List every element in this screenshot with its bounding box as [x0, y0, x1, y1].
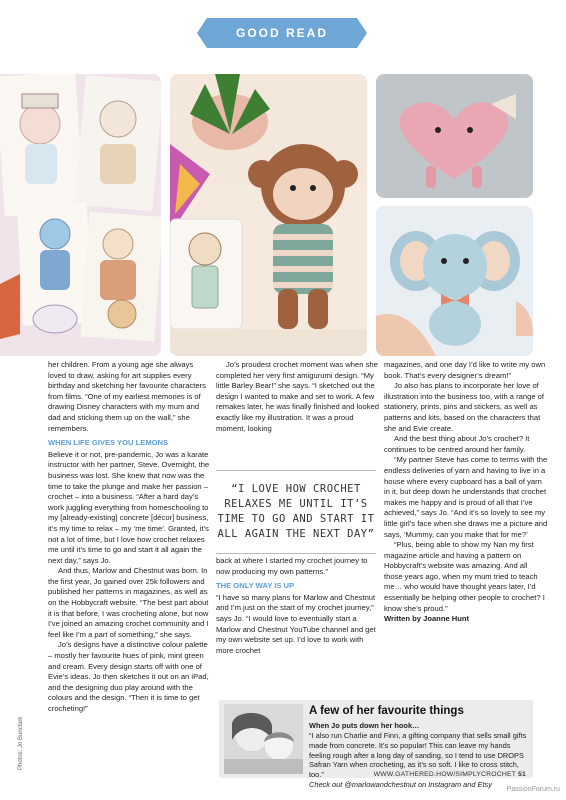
favourites-body — [309, 731, 529, 790]
pull-quote-text: “I LOVE HOW CROCHET RELAXES ME UNTIL IT’S TIME TO GO AND START IT ALL AGAIN THE NEXT DAY” — [217, 483, 375, 540]
photo-credit: Photos: Jo Bunclark — [18, 716, 24, 770]
photo-monkey-amigurumi — [170, 74, 367, 356]
paragraph: Jo’s designs have a distinctive colour palette – mostly her favourite hues of pink, mint green and cream. Every design starts off with one of Evie’s ideas. Jo then sketches it out on an iPad, and the designing duo play around with the colours and the design. “Then it is time to get crocheting!” — [48, 640, 209, 713]
photo-pink-heart-amigurumi — [376, 74, 533, 198]
paragraph: Believe it or not, pre-pandemic, Jo was a karate instructor with her partner, Steve. Overnight, the business was lost. She knew that now was the time to take the plunge and make her passion – crochet – into a business. “After a hard day’s work juggling everything from homeschooling to my [already-existing] concrete [décor] business, it’s my time to relax – my ‘me time’. Granted, it’s not a lot of time, but I love how crochet relaxes me until it’s time to go and start it all again the next day,” says Jo. — [48, 449, 210, 565]
article-column-3 — [384, 360, 548, 625]
page-number: 51 — [518, 771, 526, 778]
paragraph: her children. From a young age she always loved to draw, asking for art supplies every birthday and sketching her favourite characters from films. “One of my earliest memories is of drawing Disney characters with my mum and dad and sticking them up on the wall,” she remembers. — [48, 360, 206, 433]
footer — [374, 771, 526, 778]
watermark: PassionForum.ru — [506, 786, 560, 793]
favourites-subtitle: When Jo puts down her hook… — [309, 721, 420, 730]
pull-quote — [216, 470, 376, 554]
banner-label: GOOD READ — [235, 26, 328, 40]
author-byline: Written by Joanne Hunt — [384, 614, 470, 624]
article-column-2-bottom — [216, 556, 380, 656]
section-banner — [207, 18, 357, 48]
paragraph: Jo also has plans to incorporate her love of illustration into the business too, with a range of stationery, prints, pins and stickers, as well as patterns and kits, based on the characters that she and Evie create. — [384, 381, 544, 433]
paragraph: Jo’s proudest crochet moment was when she completed her very first amigurumi design. “My little Barley Bear!” she says. “I sketched out the design I wanted to make and set to work. A few remakes later, he was finally finished and looked exactly like my illustration. It was a proud moment, looking — [216, 360, 379, 433]
favourites-quote: “I also run Charlie and Finn, a gifting company that sells small gifts made from concrete. It’s so popular! This can leave my hands feeling rough after a long day of sanding, so I tend to use DROPS Safran Yarn when crocheting, as it’s so soft. I like to cross stitch, too.” — [309, 731, 527, 780]
footer-url: WWW.GATHERED.HOW/SIMPLYCROCHET — [373, 771, 516, 778]
photo-elephant-amigurumi — [376, 206, 533, 356]
subheading-lemons: WHEN LIFE GIVES YOU LEMONS — [48, 438, 169, 448]
paragraph: “Plus, being able to show my Nan my first magazine article and having a pattern on Hobbycraft’s website was amazing. And all those years ago, when my mum tried to teach me… who would have thought years later, I’d essentially be helping other people to crochet? I know she’s proud.” — [384, 540, 545, 613]
favourites-title: A few of her favourite things — [309, 705, 464, 717]
photo-sketches — [0, 74, 161, 356]
favourites-instagram-credit: Check out @marlowandchestnut on Instagram and Etsy — [309, 779, 492, 789]
paragraph: And the best thing about Jo’s crochet? It continues to be centred around her family. — [384, 434, 530, 454]
paragraph: And thus, Marlow and Chestnut was born. In the first year, Jo gained over 25k followers and published her patterns in magazines, as well as on the Hobbycraft website. “The best part about it is that before, I was crocheting alone, but now I’ve joined an amazing crochet community and I feel like I’m a part of something,” she says. — [48, 566, 209, 639]
paragraph: “My partner Steve has come to terms with the endless deliveries of yarn and having to live in a house where every cupboard has a ball of yarn in it, but deep down he understands that crochet makes me happy and is proud of all that I’ve achieved,” says Jo. “And it’s so lovely to see my little girl’s face when she draws me a picture and says, ‘Mummy, can you make that for me?’ — [384, 455, 548, 539]
favourite-things-box — [219, 700, 533, 789]
paragraph: “I have so many plans for Marlow and Chestnut and I’m just on the start of my crochet journey,” says Jo. “I would love to eventually start a Marlow and Chestnut YouTube channel and get my own website set up. I’d love to work with more crochet — [216, 592, 376, 655]
article-column-1 — [48, 360, 212, 715]
article-column-2-top — [216, 360, 380, 434]
subheading-only-way-up: THE ONLY WAY IS UP — [216, 581, 295, 591]
paragraph: back at where I started my crochet journey to now producing my own patterns.” — [216, 556, 368, 576]
photo-jo-and-daughter — [224, 704, 303, 774]
paragraph: magazines, and one day I’d like to write my own book. That’s every designer’s dream!” — [384, 360, 546, 380]
